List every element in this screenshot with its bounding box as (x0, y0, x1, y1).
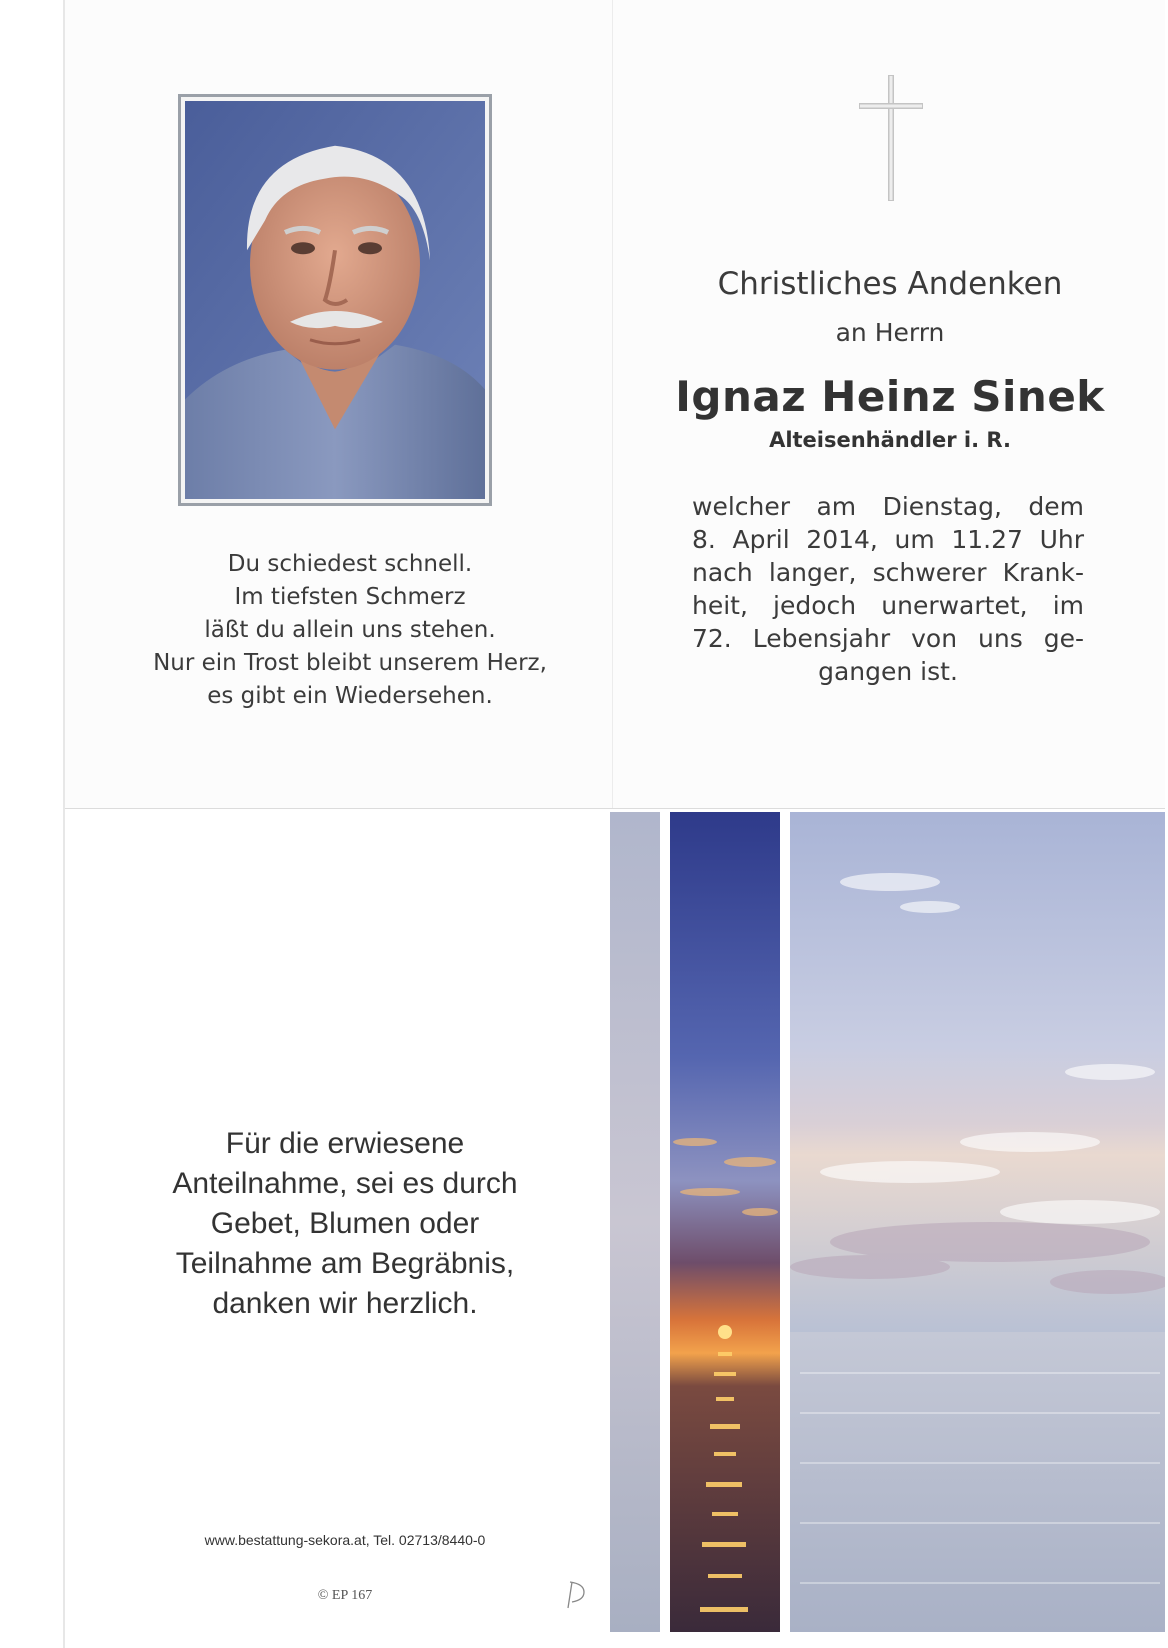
poem-line: Im tiefsten Schmerz (234, 584, 466, 610)
signature-mark-icon (562, 1578, 592, 1612)
sunset-illustration (610, 812, 1165, 1632)
thanks-line: danken wir herzlich. (212, 1287, 478, 1320)
poem-line: es gibt ein Wiedersehen. (207, 683, 493, 709)
salutation: an Herrn (835, 318, 945, 347)
deceased-name: Ignaz Heinz Sinek (675, 372, 1105, 421)
portrait-image (185, 101, 485, 499)
cross-icon (859, 75, 923, 201)
poem-line: Du schiedest schnell. (227, 551, 473, 577)
poem (120, 548, 580, 713)
announcement-line: nach langer, schwerer Krank- (692, 558, 1084, 587)
thanks-line: Für die erwiesene (225, 1127, 465, 1160)
portrait-photo (178, 94, 492, 506)
thanks-text (120, 1124, 570, 1324)
thanks-line: Anteilnahme, sei es durch (172, 1167, 518, 1200)
announcement-line: welcher am Dienstag, dem (692, 492, 1084, 521)
occupation: Alteisenhändler i. R. (769, 428, 1011, 452)
death-announcement (692, 490, 1084, 688)
copyright-code: © EP 167 (317, 1588, 373, 1603)
poem-line: Nur ein Trost bleibt unserem Herz, (153, 650, 547, 676)
scan-margin (0, 0, 62, 1648)
announcement-line: heit, jedoch unerwartet, im (692, 591, 1084, 620)
sunset-sea-image (610, 812, 1165, 1632)
thanks-line: Teilnahme am Begräbnis, (175, 1247, 515, 1280)
announcement-line: 72. Lebensjahr von uns ge- (692, 624, 1084, 653)
announcement-line: 8. April 2014, um 11.27 Uhr (692, 525, 1084, 554)
card-fold-line (612, 0, 613, 808)
thanks-line: Gebet, Blumen oder (210, 1207, 480, 1240)
card-heading: Christliches Andenken (717, 266, 1063, 302)
announcement-line: gangen ist. (818, 657, 958, 686)
poem-line: läßt du allein uns stehen. (204, 617, 496, 643)
funeral-home-contact: www.bestattung-sekora.at, Tel. 02713/8440-0 (204, 1532, 486, 1548)
